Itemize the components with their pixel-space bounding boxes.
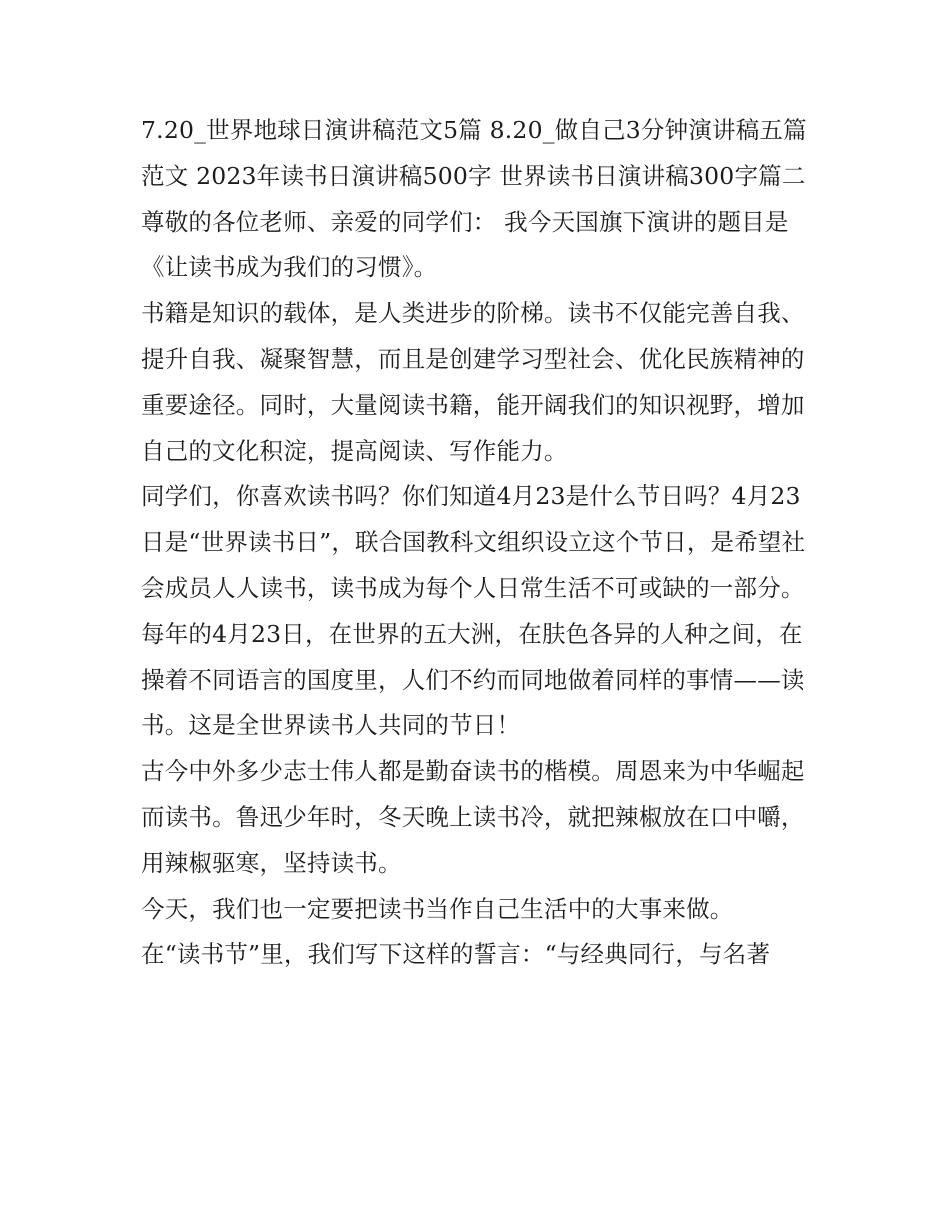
paragraph-role-models: 古今中外多少志士伟人都是勤奋读书的楷模。周恩来为中华崛起而读书。鲁迅少年时，冬天晚上读书冷，就把辣椒放在口中嚼，用辣椒驱寒，坚持读书。: [141, 757, 805, 877]
paragraph-books-intro: 书籍是知识的载体，是人类进步的阶梯。读书不仅能完善自我、提升自我、凝聚智慧，而且是创建学习型社会、优化民族精神的重要途径。同时，大量阅读书籍，能开阔我们的知识视野，增加自己的文化积淀，提高阅读、写作能力。: [141, 299, 805, 465]
paragraph-title: 7.20_世界地球日演讲稿范文5篇 8.20_做自己3分钟演讲稿五篇范文 2023年读书日演讲稿500字 世界读书日演讲稿300字篇二: [141, 116, 807, 190]
paragraph-reading-day: 同学们，你喜欢读书吗？你们知道4月23是什么节日吗？4月23日是“世界读书日”，联合国教科文组织设立这个节日，是希望社会成员人人读书，读书成为每个人日常生活不可或缺的一部分。每年的4月23日，在世界的五大洲，在肤色各异的人种之间，在操着不同语言的国度里，人们不约而同地做着同样的事情——读书。这是全世界读书人共同的节日！: [141, 482, 806, 740]
paragraph-greeting: 尊敬的各位老师、亲爱的同学们： 我今天国旗下演讲的题目是《让读书成为我们的习惯》。: [141, 207, 789, 282]
paragraph-oath: 在“读书节”里，我们写下这样的誓言：“与经典同行，与名著: [141, 940, 771, 969]
paragraph-today: 今天，我们也一定要把读书当作自己生活中的大事来做。: [141, 894, 734, 923]
document-body: [141, 108, 816, 978]
